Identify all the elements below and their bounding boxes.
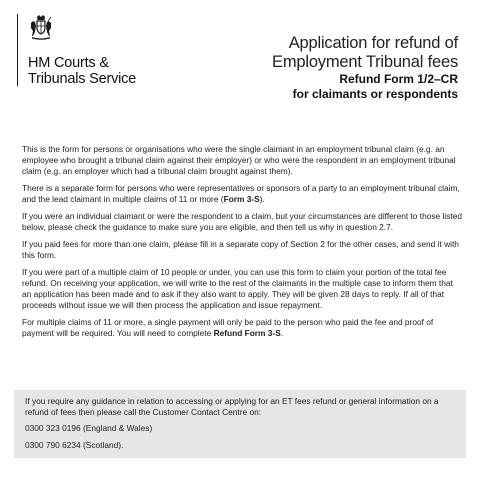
intro-paragraph-5: If you were part of a multiple claim of 10 people or under, you can use this form to claim your portion of the total fee refund. On receiving your application, we will write to the rest of the claimants in the multiple case to inform them that an application has been made and to ask if they also want to apply. They will be given 28 days to reply. If all of that proceeds without issue we will then process the application and issue repayment. (22, 266, 453, 311)
form-3s-reference: Form 3-S (223, 194, 260, 205)
form-title-line2: Employment Tribunal fees (272, 53, 458, 71)
hmcts-logo (17, 14, 136, 86)
intro-paragraph-6 (22, 317, 462, 339)
intro-paragraph-2-text: There is a separate form for persons who were representatives or sponsors of a party to an employment tribunal claim, and the lead claimant in multiple claims of 11 or more ( (22, 183, 460, 205)
phone-scotland: 0300 790 6234 (Scotland). (25, 439, 124, 450)
intro-paragraph-2-end: ). (259, 194, 265, 205)
intro-paragraph-6-end: . (280, 328, 284, 339)
contact-info-box (14, 390, 466, 458)
contact-info-text: If you require any guidance in relation to accessing or applying for an ET fees refund or general information on a refund of fees then please call the Customer Contact Centre on: (25, 396, 439, 418)
intro-paragraph-4: If you paid fees for more than one claim, please fill in a separate copy of Section 2 for the other cases, and send it with this form. (22, 238, 459, 261)
intro-paragraph-2 (22, 183, 462, 205)
organisation-name-line1: HM Courts & (28, 55, 109, 71)
organisation-name-line2: Tribunals Service (28, 71, 137, 87)
form-title-block (198, 34, 458, 102)
refund-form-3s-reference: Refund Form 3-S (213, 328, 281, 339)
form-name: Refund Form 1/2–CR (339, 72, 458, 86)
form-title-line1: Application for refund of (288, 34, 458, 52)
phone-england-wales: 0300 323 0196 (England & Wales) (25, 423, 153, 434)
intro-text (22, 144, 462, 345)
royal-coat-of-arms-icon (29, 14, 53, 40)
organisation-name (28, 55, 136, 87)
intro-paragraph-1: This is the form for persons or organisations who were the single claimant in an employment tribunal claim (e.g. an employee who brought a tribunal claim against their employer) or who were the respondent in an employment tribunal claim (e.g. an employer which had a tribunal claim brought against them). (22, 144, 456, 177)
form-audience: for claimants or respondents (292, 87, 458, 101)
intro-paragraph-6-text: For multiple claims of 11 or more, a single payment will only be paid to the person who paid the fee and proof of payment will be required. You will need to complete (22, 317, 434, 339)
intro-paragraph-3: If you were an individual claimant or were the respondent to a claim, but your circumstances are different to those listed below, please check the guidance to make sure you are eligible, and then tell us why in question 2.7. (22, 211, 462, 233)
